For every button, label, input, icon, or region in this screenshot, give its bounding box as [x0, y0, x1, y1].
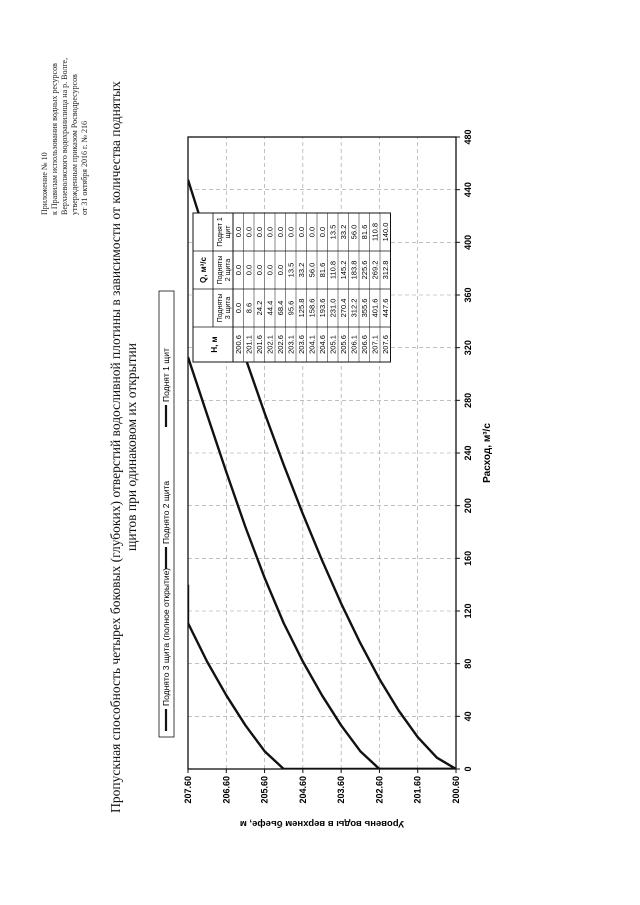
table-cell: 203.1 — [286, 335, 296, 354]
table-cell: 0.0 — [234, 302, 243, 314]
x-tick-label: 120 — [463, 603, 473, 619]
table-cell: 200.6 — [234, 335, 243, 354]
table-column-header: 3 щита — [225, 296, 232, 320]
x-tick-label: 320 — [463, 340, 473, 356]
table-cell: 204.1 — [307, 335, 317, 354]
x-tick-label: 240 — [463, 445, 473, 461]
x-tick-label: 280 — [463, 392, 473, 408]
table-column-header: 2 щита — [225, 258, 232, 282]
table-cell: 201.1 — [244, 335, 254, 354]
table-cell: 13.5 — [286, 262, 296, 278]
legend-entry: Поднято 3 щита (полное открытие) — [161, 567, 171, 706]
table-cell: 312.2 — [349, 298, 359, 318]
table-column-header: Поднят 1 — [217, 217, 224, 247]
table-cell: 202.1 — [265, 335, 275, 354]
table-cell: 0.0 — [244, 226, 254, 238]
table-cell: 68.4 — [276, 300, 285, 316]
table-cell: 183.8 — [349, 260, 359, 280]
legend-entry: Поднято 2 щита — [161, 480, 171, 544]
y-tick-label: 206.60 — [221, 776, 232, 804]
table-cell: 202.6 — [276, 335, 285, 354]
table-cell: 207.1 — [370, 335, 380, 354]
table-header-h: Н, м — [210, 336, 219, 353]
series-line-3 — [188, 585, 456, 769]
x-tick-label: 400 — [463, 234, 473, 250]
x-tick-label: 480 — [463, 129, 473, 145]
annex-line: утвержденным приказом Росводресурсов — [70, 74, 79, 215]
table-cell: 203.6 — [297, 335, 306, 354]
annex-line: Верхневолжского водохранилища на р. Волге, — [60, 57, 69, 215]
table-cell: 206.1 — [349, 335, 359, 354]
table-cell: 110.8 — [328, 260, 338, 280]
annex-line: от 31 октября 2016 г. № 216 — [80, 120, 89, 215]
table-cell: 0.0 — [286, 226, 296, 238]
y-tick-label: 203.60 — [336, 776, 347, 804]
annex-line: к Правилам использования водных ресурсов — [50, 63, 59, 215]
table-cell: 95.6 — [286, 300, 296, 316]
y-tick-label: 204.60 — [297, 776, 308, 804]
table-cell: 201.6 — [255, 335, 264, 354]
table-cell: 0.0 — [307, 226, 317, 238]
table-cell: 401.6 — [370, 298, 380, 318]
x-tick-label: 200 — [463, 498, 473, 514]
y-tick-label: 202.60 — [374, 776, 385, 804]
table-cell: 0.0 — [255, 226, 264, 238]
table-cell: 110.8 — [370, 222, 380, 242]
table-cell: 81.6 — [360, 224, 369, 240]
table-cell: 355.6 — [360, 298, 369, 318]
table-cell: 33.2 — [297, 262, 306, 278]
y-tick-label: 200.60 — [451, 776, 461, 804]
table-column-header: Подняты — [217, 255, 224, 285]
table-cell: 0.0 — [234, 226, 243, 238]
table-cell: 0.0 — [244, 264, 254, 276]
table-cell: 312.8 — [381, 260, 390, 280]
x-tick-label: 160 — [463, 550, 473, 566]
table-cell: 0.0 — [265, 226, 275, 238]
table-cell: 56.0 — [307, 262, 317, 278]
table-cell: 0.0 — [255, 264, 264, 276]
table-cell: 207.6 — [381, 335, 390, 354]
table-cell: 193.6 — [318, 298, 327, 318]
x-tick-label: 0 — [463, 766, 473, 772]
table-cell: 225.6 — [360, 260, 369, 280]
table-cell: 0.0 — [297, 226, 306, 238]
table-cell: 125.8 — [297, 298, 306, 318]
x-tick-label: 40 — [463, 711, 473, 722]
table-cell: 33.2 — [339, 224, 348, 240]
y-axis-label: Уровень воды в верхнем бьефе, м — [239, 818, 405, 829]
table-cell: 0.0 — [318, 226, 327, 238]
table-cell: 56.0 — [349, 224, 359, 240]
x-tick-label: 80 — [463, 658, 473, 669]
table-cell: 270.4 — [339, 298, 348, 318]
table-cell: 8.6 — [244, 302, 254, 314]
x-tick-label: 360 — [463, 287, 473, 303]
chart-title: Пропускная способность четырех боковых (глубоких) отверстий водосливной плотины в зависимости от количества поднятых щитов при одинаковом их открытии — [108, 81, 139, 813]
table-cell: 447.6 — [381, 298, 390, 318]
y-tick-label: 201.60 — [412, 776, 423, 804]
table-cell: 205.1 — [328, 335, 338, 354]
table-cell: 206.6 — [360, 335, 369, 354]
x-tick-label: 440 — [463, 182, 473, 198]
table-cell: 0.0 — [234, 264, 243, 276]
table-cell: 145.2 — [339, 260, 348, 280]
y-tick-label: 205.60 — [259, 776, 270, 804]
table-cell: 0.0 — [265, 264, 275, 276]
x-axis-label: Расход, м³/с — [482, 423, 493, 483]
table-header-q: Q, м³/с — [199, 257, 208, 283]
table-cell: 269.2 — [370, 260, 380, 280]
table-cell: 140.0 — [381, 222, 390, 242]
table-cell: 158.6 — [307, 298, 317, 318]
table-cell: 205.6 — [339, 335, 348, 354]
table-column-header: щит — [225, 225, 232, 239]
annex-line: Приложение № 10 — [40, 152, 49, 215]
table-cell: 13.5 — [328, 224, 338, 240]
table-cell: 44.4 — [265, 300, 275, 316]
table-cell: 81.6 — [318, 262, 327, 278]
table-cell: 231.0 — [328, 298, 338, 318]
y-tick-label: 207.60 — [183, 776, 193, 804]
table-cell: 0.0 — [276, 264, 285, 276]
table-cell: 204.6 — [318, 335, 327, 354]
table-column-header: Подняты — [217, 293, 224, 323]
table-cell: 0.0 — [276, 226, 285, 238]
table-cell: 24.2 — [255, 300, 264, 316]
legend-entry: Поднят 1 щит — [161, 348, 171, 402]
